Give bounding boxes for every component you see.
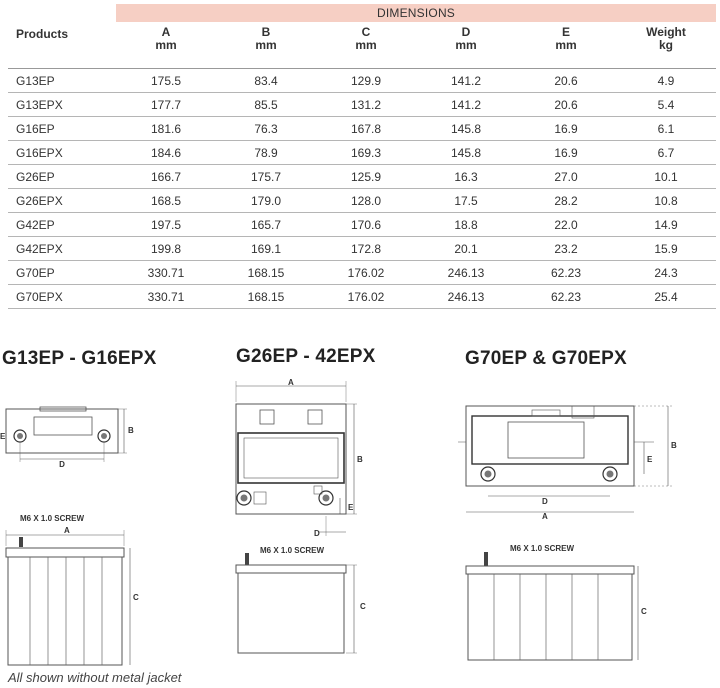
label-c: C — [641, 607, 647, 616]
value-cell: 176.02 — [316, 285, 416, 309]
value-cell: 17.5 — [416, 189, 516, 213]
value-cell: 246.13 — [416, 261, 516, 285]
product-cell: G16EP — [8, 117, 116, 141]
product-cell: G26EP — [8, 165, 116, 189]
label-b: B — [357, 455, 363, 464]
table-row — [8, 93, 716, 117]
value-cell: 27.0 — [516, 165, 616, 189]
value-cell: 197.5 — [116, 213, 216, 237]
value-cell: 170.6 — [316, 213, 416, 237]
value-cell: 20.1 — [416, 237, 516, 261]
product-cell: G16EPX — [8, 141, 116, 165]
value-cell: 181.6 — [116, 117, 216, 141]
value-cell: 165.7 — [216, 213, 316, 237]
value-cell: 24.3 — [616, 261, 716, 285]
table-row — [8, 141, 716, 165]
table-row — [8, 189, 716, 213]
value-cell: 167.8 — [316, 117, 416, 141]
value-cell: 16.9 — [516, 141, 616, 165]
value-cell: 16.3 — [416, 165, 516, 189]
value-cell: 176.02 — [316, 261, 416, 285]
label-e: E — [0, 432, 6, 441]
value-cell: 177.7 — [116, 93, 216, 117]
value-cell: 15.9 — [616, 237, 716, 261]
column-header-row — [8, 22, 716, 68]
label-e: E — [647, 455, 653, 464]
value-cell: 145.8 — [416, 117, 516, 141]
value-cell: 25.4 — [616, 285, 716, 309]
value-cell: 184.6 — [116, 141, 216, 165]
label-d: D — [314, 529, 320, 538]
product-cell: G13EP — [8, 69, 116, 93]
column-header-e: E mm — [555, 25, 577, 52]
label-b: B — [128, 426, 134, 435]
column-header-weight: Weight kg — [646, 25, 686, 52]
value-cell: 62.23 — [516, 285, 616, 309]
value-cell: 246.13 — [416, 285, 516, 309]
value-cell: 141.2 — [416, 93, 516, 117]
value-cell: 18.8 — [416, 213, 516, 237]
value-cell: 168.5 — [116, 189, 216, 213]
value-cell: 5.4 — [616, 93, 716, 117]
value-cell: 23.2 — [516, 237, 616, 261]
product-cell: G13EPX — [8, 93, 116, 117]
table-row — [8, 237, 716, 261]
value-cell: 330.71 — [116, 261, 216, 285]
drawing-g26ep-side-view — [226, 543, 376, 658]
table-row — [8, 213, 716, 237]
footnote: All shown without metal jacket — [8, 670, 182, 685]
table-row — [8, 285, 716, 309]
value-cell: 128.0 — [316, 189, 416, 213]
column-header-b: B mm — [255, 25, 277, 52]
label-a: A — [288, 378, 294, 387]
label-c: C — [360, 602, 366, 611]
product-cell: G26EPX — [8, 189, 116, 213]
value-cell: 6.7 — [616, 141, 716, 165]
value-cell: 85.5 — [216, 93, 316, 117]
table-row — [8, 261, 716, 285]
value-cell: 145.8 — [416, 141, 516, 165]
value-cell: 131.2 — [316, 93, 416, 117]
value-cell: 20.6 — [516, 93, 616, 117]
drawing-title-g13ep: G13EP - G16EPX — [2, 348, 157, 369]
value-cell: 78.9 — [216, 141, 316, 165]
value-cell: 175.7 — [216, 165, 316, 189]
drawing-g70ep-side-view — [458, 540, 698, 665]
drawing-g13ep-top-view — [0, 395, 150, 475]
value-cell: 330.71 — [116, 285, 216, 309]
label-c: C — [133, 593, 139, 602]
value-cell: 168.15 — [216, 261, 316, 285]
value-cell: 20.6 — [516, 69, 616, 93]
value-cell: 141.2 — [416, 69, 516, 93]
drawing-title-g70ep: G70EP & G70EPX — [465, 348, 627, 369]
column-header-c: C mm — [355, 25, 377, 52]
dimensions-table — [8, 4, 716, 309]
label-a: A — [542, 512, 548, 521]
drawing-title-g26ep: G26EP - 42EPX — [236, 346, 376, 367]
value-cell: 16.9 — [516, 117, 616, 141]
value-cell: 28.2 — [516, 189, 616, 213]
column-header-a: A mm — [155, 25, 177, 52]
column-header-d: D mm — [455, 25, 477, 52]
value-cell: 179.0 — [216, 189, 316, 213]
dimensions-group-header: DIMENSIONS — [116, 4, 716, 22]
product-cell: G42EPX — [8, 237, 116, 261]
table-row — [8, 165, 716, 189]
band-spacer — [8, 4, 116, 22]
value-cell: 14.9 — [616, 213, 716, 237]
value-cell: 168.15 — [216, 285, 316, 309]
screw-label: M6 X 1.0 SCREW — [20, 514, 85, 523]
drawing-g26ep-top-view — [226, 376, 376, 536]
table-body — [8, 69, 716, 309]
value-cell: 175.5 — [116, 69, 216, 93]
drawing-g13ep-side-view — [0, 510, 150, 665]
label-a: A — [64, 526, 70, 535]
table-row — [8, 69, 716, 93]
value-cell: 22.0 — [516, 213, 616, 237]
value-cell: 76.3 — [216, 117, 316, 141]
value-cell: 129.9 — [316, 69, 416, 93]
screw-label: M6 X 1.0 SCREW — [510, 544, 575, 553]
product-cell: G70EP — [8, 261, 116, 285]
value-cell: 172.8 — [316, 237, 416, 261]
value-cell: 6.1 — [616, 117, 716, 141]
drawing-g70ep-top-view — [458, 398, 698, 522]
value-cell: 62.23 — [516, 261, 616, 285]
label-d: D — [542, 497, 548, 506]
screw-label: M6 X 1.0 SCREW — [260, 546, 325, 555]
product-cell: G42EP — [8, 213, 116, 237]
label-e: E — [348, 503, 354, 512]
value-cell: 199.8 — [116, 237, 216, 261]
value-cell: 166.7 — [116, 165, 216, 189]
table-row — [8, 117, 716, 141]
value-cell: 10.1 — [616, 165, 716, 189]
value-cell: 169.3 — [316, 141, 416, 165]
product-cell: G70EPX — [8, 285, 116, 309]
value-cell: 169.1 — [216, 237, 316, 261]
label-d: D — [59, 460, 65, 469]
column-header-products: Products — [16, 27, 69, 41]
value-cell: 125.9 — [316, 165, 416, 189]
label-b: B — [671, 441, 677, 450]
value-cell: 4.9 — [616, 69, 716, 93]
value-cell: 10.8 — [616, 189, 716, 213]
value-cell: 83.4 — [216, 69, 316, 93]
